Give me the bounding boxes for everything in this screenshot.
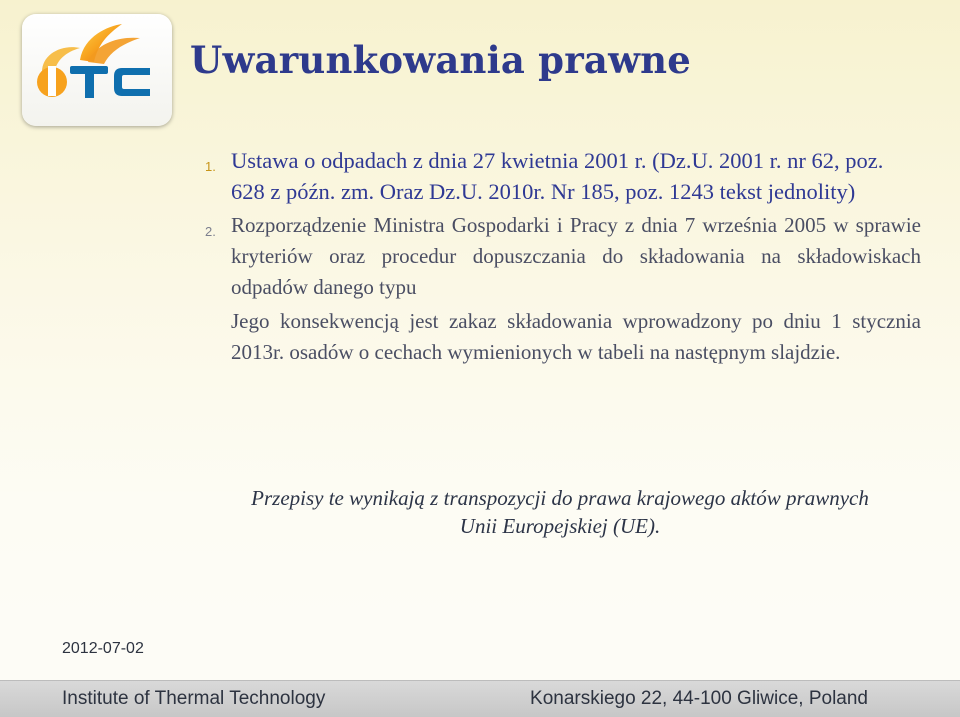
slide-date: 2012-07-02 <box>62 640 144 657</box>
logo-letter-c <box>114 68 150 96</box>
list-item <box>205 210 921 368</box>
itc-logo-graphic <box>22 14 172 126</box>
footer-bar <box>0 680 960 717</box>
footer-address: Konarskiego 22, 44-100 Gliwice, Poland <box>530 688 868 709</box>
list-item-number: 2. <box>205 224 216 239</box>
list-item-number: 1. <box>205 159 216 174</box>
consequence-text: Jego konsekwencją jest zakaz składowania wprowadzony po dniu 1 stycznia 2013r. osadów o cechach wymienionych w tabeli na następnym slajdzie. <box>231 309 921 364</box>
page-title: Uwarunkowania prawne <box>190 38 691 82</box>
list-item <box>205 145 911 207</box>
list-item-text: Rozporządzenie Ministra Gospodarki i Pracy z dnia 7 września 2005 w sprawie kryteriów oraz procedur dopuszczania do składowania na składowiskach odpadów danego typu <box>231 213 921 299</box>
eu-transposition-note: Przepisy te wynikają z transpozycji do prawa krajowego aktów prawnych Unii Europejskiej (UE). <box>251 486 869 538</box>
footer-institute: Institute of Thermal Technology <box>62 688 326 709</box>
list-item-text: Ustawa o odpadach z dnia 27 kwietnia 2001 r. (Dz.U. 2001 r. nr 62, poz. 628 z późn. zm. Oraz Dz.U. 2010r. Nr 185, poz. 1243 tekst jednolity) <box>231 148 884 204</box>
legal-acts-list <box>205 145 925 368</box>
logo-letter-i <box>48 66 56 96</box>
itc-logo <box>22 14 172 126</box>
logo-letter-t-stem <box>85 66 94 98</box>
